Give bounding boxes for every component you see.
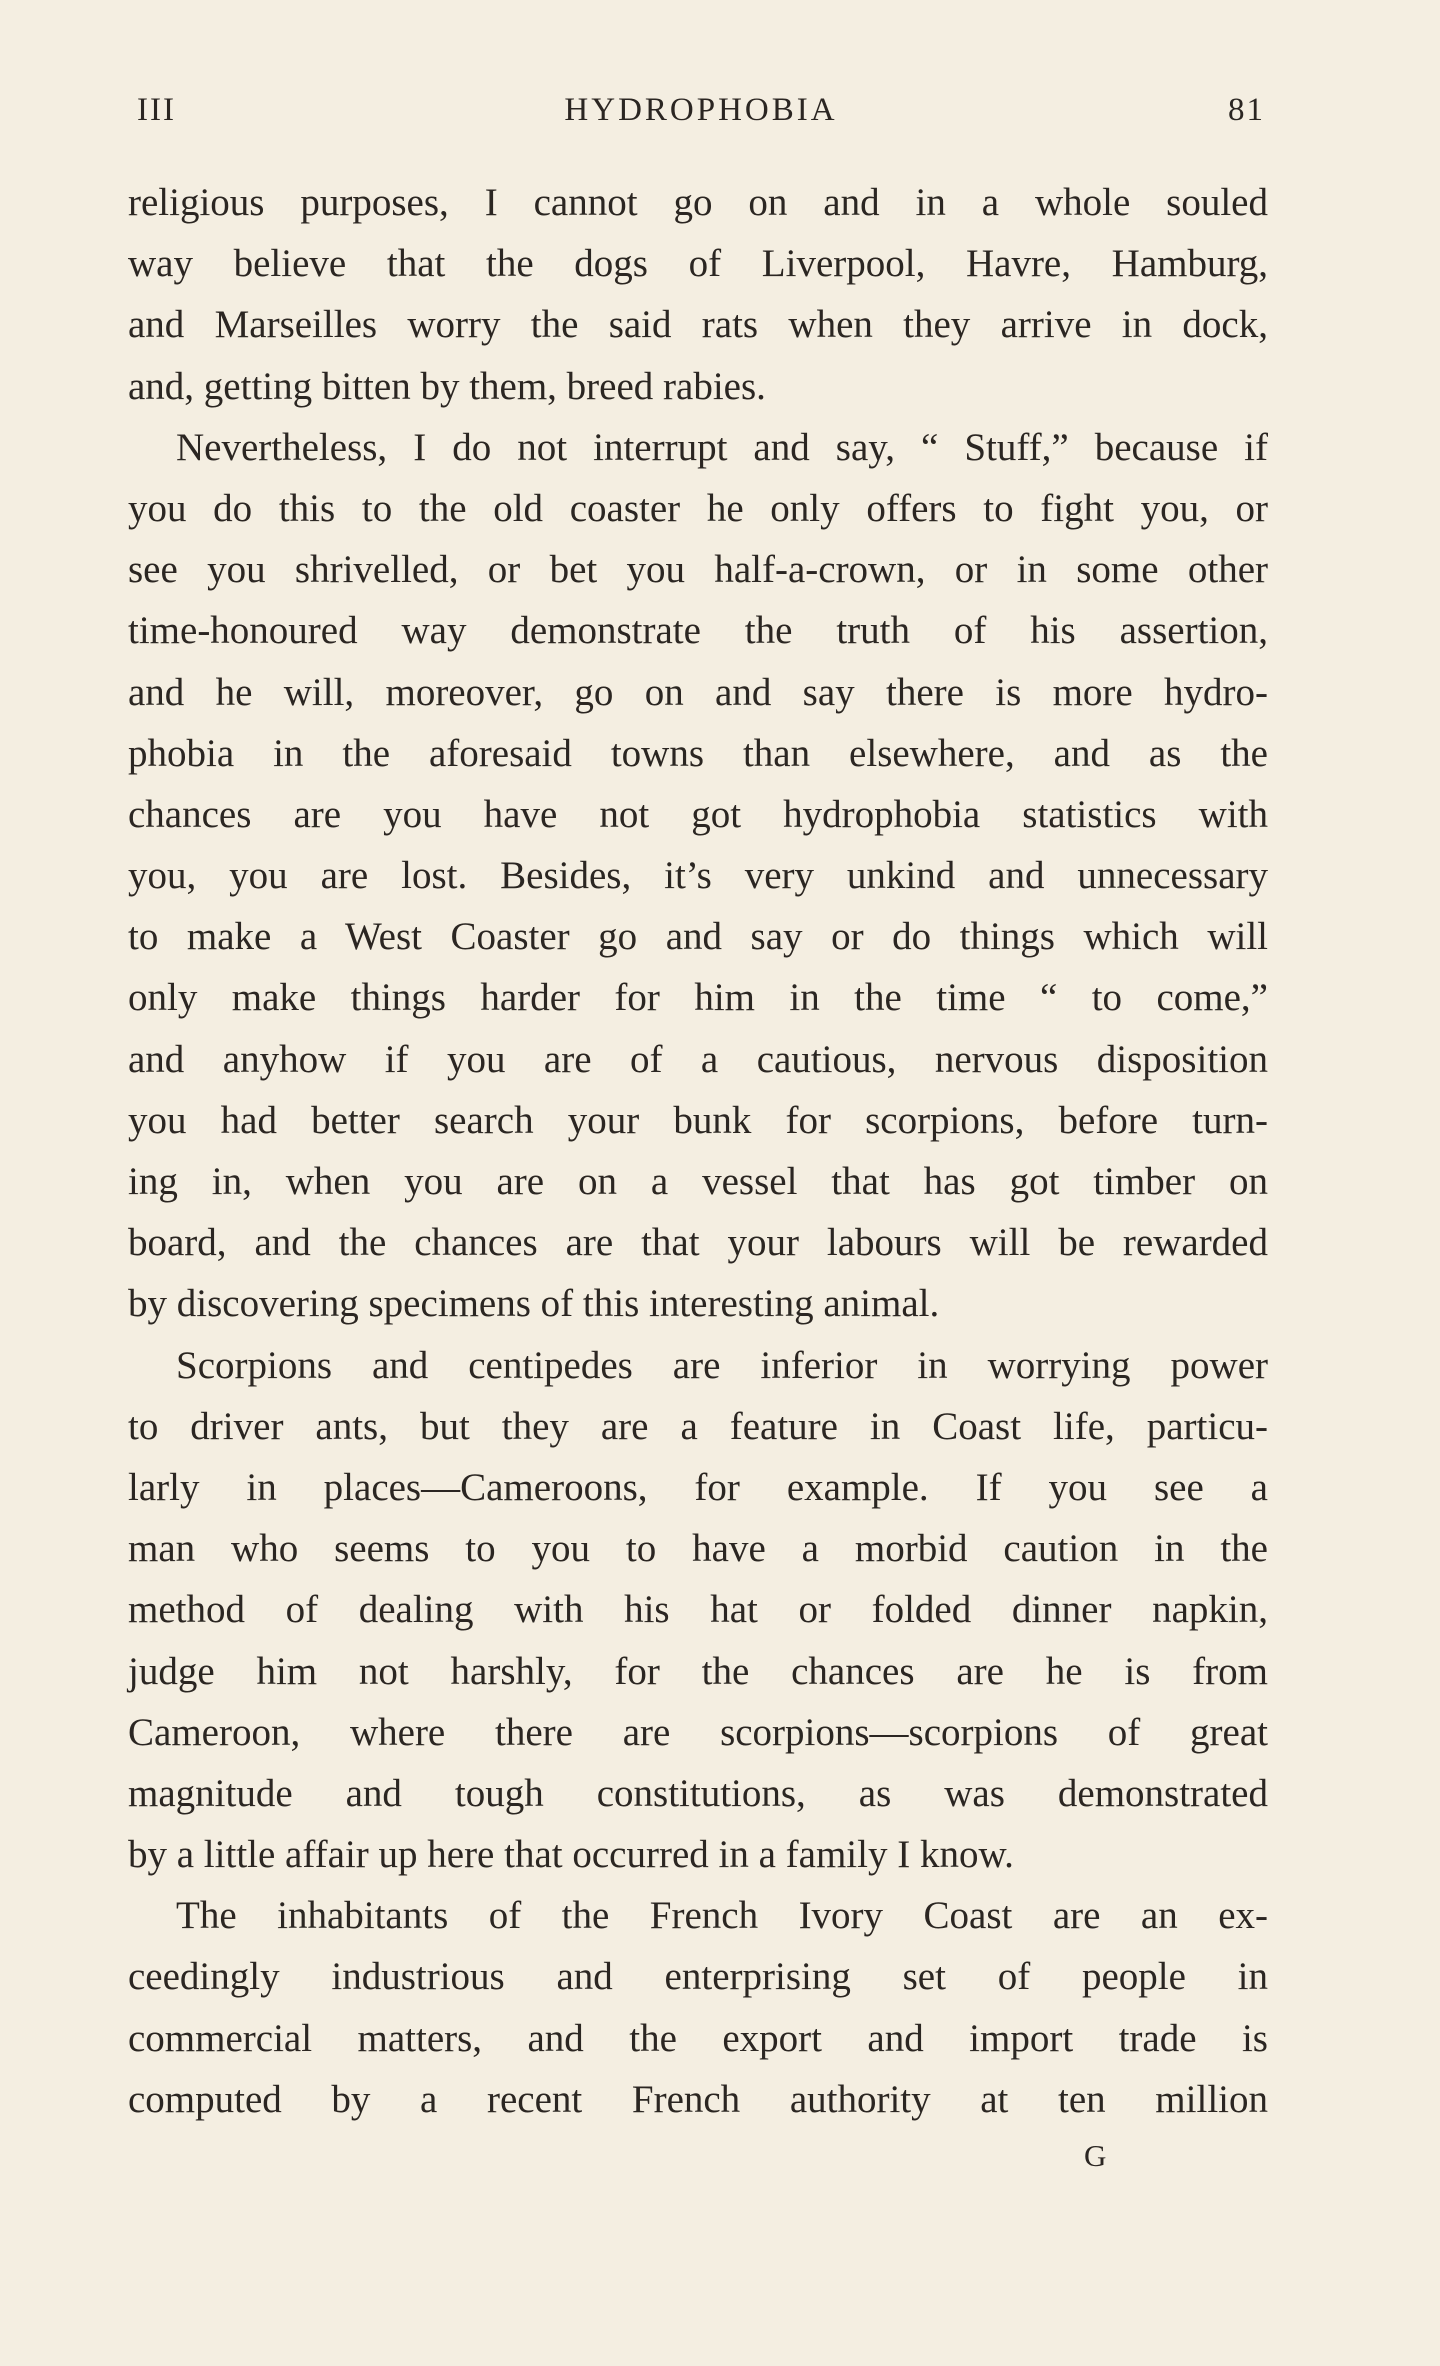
text-line: by a little affair up here that occurred in a family I know. bbox=[128, 1833, 1014, 1877]
text-line: larly in places—Cameroons, for example. If you see a bbox=[128, 1465, 1268, 1509]
text-line: The inhabitants of the French Ivory Coast are an ex- bbox=[176, 1894, 1268, 1938]
text-line: and he will, moreover, go on and say there is more hydro- bbox=[128, 670, 1268, 714]
text-line: ceedingly industrious and enterprising set of people in bbox=[128, 1955, 1268, 1999]
text-line: chances are you have not got hydrophobia statistics with bbox=[128, 792, 1268, 836]
text-line: Scorpions and centipedes are inferior in worrying power bbox=[176, 1343, 1268, 1387]
text-line: to driver ants, but they are a feature in Coast life, particu- bbox=[128, 1404, 1268, 1448]
text-line: only make things harder for him in the time “ to come,” bbox=[128, 976, 1268, 1020]
text-line: you, you are lost. Besides, it’s very unkind and unnecessary bbox=[128, 854, 1268, 898]
body-text bbox=[128, 172, 1268, 2130]
chapter-number: III bbox=[137, 92, 176, 128]
text-line: time-honoured way demonstrate the truth of his assertion, bbox=[128, 609, 1268, 653]
text-line: Cameroon, where there are scorpions—scorpions of great bbox=[128, 1710, 1268, 1754]
text-line: and Marseilles worry the said rats when they arrive in dock, bbox=[128, 303, 1268, 347]
signature-mark: G bbox=[1084, 2138, 1108, 2173]
text-line: see you shrivelled, or bet you half-a-crown, or in some other bbox=[128, 548, 1268, 592]
text-line: and anyhow if you are of a cautious, nervous disposition bbox=[128, 1037, 1268, 1081]
text-line: you do this to the old coaster he only offers to fight you, or bbox=[128, 486, 1268, 530]
page-number: 81 bbox=[1228, 92, 1265, 128]
text-line: commercial matters, and the export and import trade is bbox=[128, 2016, 1268, 2060]
running-title: HYDROPHOBIA bbox=[564, 92, 838, 128]
text-line: man who seems to you to have a morbid caution in the bbox=[128, 1527, 1268, 1571]
text-line: you had better search your bunk for scorpions, before turn- bbox=[128, 1098, 1268, 1142]
text-line: magnitude and tough constitutions, as was demonstrated bbox=[128, 1771, 1268, 1815]
text-line: computed by a recent French authority at ten million bbox=[128, 2077, 1268, 2121]
text-line: ing in, when you are on a vessel that has got timber on bbox=[128, 1160, 1268, 1203]
text-line: and, getting bitten by them, breed rabies. bbox=[128, 364, 766, 408]
text-line: religious purposes, I cannot go on and in a whole souled bbox=[128, 181, 1268, 224]
text-line: board, and the chances are that your labours will be rewarded bbox=[128, 1221, 1268, 1265]
text-line: Nevertheless, I do not interrupt and say, “ Stuff,” because if bbox=[176, 425, 1268, 469]
text-line: by discovering specimens of this interesting animal. bbox=[128, 1282, 940, 1326]
text-line: method of dealing with his hat or folded dinner napkin, bbox=[128, 1588, 1268, 1632]
text-line: way believe that the dogs of Liverpool, Havre, Hamburg, bbox=[128, 242, 1268, 286]
text-line: to make a West Coaster go and say or do things which will bbox=[128, 915, 1268, 959]
text-line: judge him not harshly, for the chances are he is from bbox=[128, 1649, 1268, 1693]
text-line: phobia in the aforesaid towns than elsewhere, and as the bbox=[128, 731, 1268, 775]
running-head bbox=[137, 92, 1265, 142]
